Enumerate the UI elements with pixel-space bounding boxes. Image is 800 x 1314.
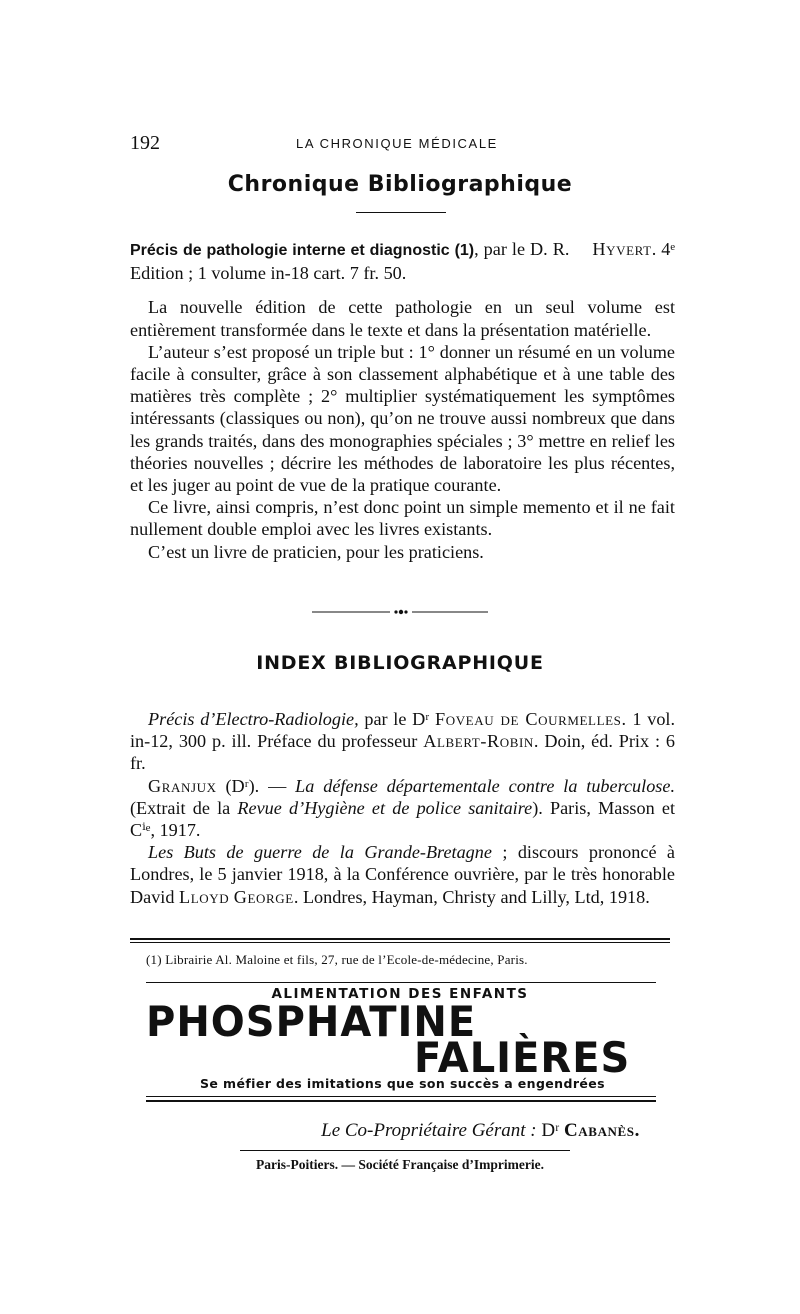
entry2-journal: Revue d’Hygiène et de police sanitaire [237, 797, 533, 818]
entry1-details2: . Doin, éd. Prix : 6 fr. [130, 731, 675, 774]
review-book-title: Précis de pathologie interne et diagnostic (1) [130, 242, 475, 259]
review-paragraph-3: Ce livre, ainsi compris, n’est donc point un simple memento et il ne fait nullement double emploi avec les livres existants. [130, 497, 675, 540]
ad-rule-bottom-2 [146, 1100, 656, 1102]
section-title-rule [356, 212, 446, 213]
entry2-extract-prefix: (Extrait de la [130, 797, 238, 818]
gerant-line [0, 1120, 640, 1142]
entry3-title: Les Buts de guerre de la Grande-Bretagne [148, 842, 492, 863]
ad-tagline: Se méfier des imitations que son succès a engendrées [200, 1076, 605, 1091]
ad-word-phosphatine: PHOSPHATINE [146, 998, 477, 1047]
review-author-prefix: , par le D. R. [474, 239, 570, 259]
entry1-details1: 1 vol. in-12, 300 p. ill. Préface du professeur [130, 709, 676, 752]
ad-top-line: ALIMENTATION DES ENFANTS [271, 986, 529, 1002]
index-entry-2 [130, 775, 675, 842]
entry1-preface-author: Albert-Robin [423, 731, 534, 752]
entry1-by: par le Dʳ [358, 709, 435, 729]
review-paragraph-1: La nouvelle édition de cette pathologie en un seul volume est entièrement transformée dans le texte et dans la présentation matérielle. [130, 297, 675, 340]
index-entry-1 [130, 708, 675, 775]
entry2-extract-suffix: ). Paris, Masson et Cⁱᵉ, 1917. [130, 797, 675, 841]
entry1-author: Foveau de Courmelles. [434, 709, 627, 729]
page-number: 192 [130, 132, 160, 154]
entry3-author1: Lloyd [179, 886, 230, 907]
printer-line: Paris-Poitiers. — Société Française d’Imprimerie. [256, 1157, 544, 1172]
footnote-rule-thin [130, 942, 670, 943]
review-paragraph-4: C’est un livre de praticien, pour les praticiens. [148, 541, 484, 562]
entry2-title: La défense départementale contre la tuberculose. [295, 775, 675, 796]
review-author-name: Hyvert [592, 239, 652, 259]
gerant-title: Dʳ [536, 1120, 564, 1141]
entry2-author: Granjux [148, 775, 217, 796]
review-block [130, 238, 675, 563]
ad-rule-bottom [146, 1096, 656, 1097]
section-title: Chronique Bibliographique [227, 172, 573, 197]
running-title: LA CHRONIQUE MÉDICALE [296, 136, 498, 151]
review-paragraph-2: L’auteur s’est proposé un triple but : 1° donner un résumé en un volume facile à consulter, grâce à son classement alphabétique et à une table des matières très complète ; 2° multiplier systématiquement les symptômes intéressants (classiques ou non), qu’on ne trouve aussi nombreux que dans les grands traités, dans des monographies spéciales ; 3° mettre en relief les théories nouvelles ; décrire les méthodes de laboratoire les plus récentes, et les juger au point de vue de la pratique courante. [130, 341, 675, 496]
gerant-label: Le Co-Propriétaire Gérant : [321, 1120, 537, 1141]
footnote: (1) Librairie Al. Maloine et fils, 27, rue de l’Ecole-de-médecine, Paris. [146, 952, 528, 967]
entry3-author2: George [233, 886, 294, 907]
entry3-text1: ; discours prononcé à Londres, le 5 janvier 1918, à la Conférence ouvrière, par le très honorable David [130, 842, 675, 907]
review-citation [130, 238, 675, 284]
index-title: INDEX BIBLIOGRAPHIQUE [256, 652, 544, 674]
gerant-name: Cabanès. [563, 1120, 640, 1141]
index-block [130, 708, 675, 908]
section-ornament [312, 606, 488, 618]
entry3-text2: . Londres, Hayman, Christy and Lilly, Ltd, 1918. [293, 886, 650, 907]
footnote-rule-thick [130, 938, 670, 940]
entry2-author-suffix: (Dʳ). — [216, 775, 296, 796]
entry1-title: Précis d’Electro-Radiologie, [148, 709, 359, 729]
index-entry-3 [130, 841, 675, 908]
review-edition-info: . 4ᵉ Edition ; 1 volume in-18 cart. 7 fr. 50. [130, 239, 675, 284]
ad-word-falieres: FALIÈRES [414, 1034, 631, 1083]
ad-rule-top [146, 982, 656, 983]
printer-rule [240, 1150, 570, 1151]
